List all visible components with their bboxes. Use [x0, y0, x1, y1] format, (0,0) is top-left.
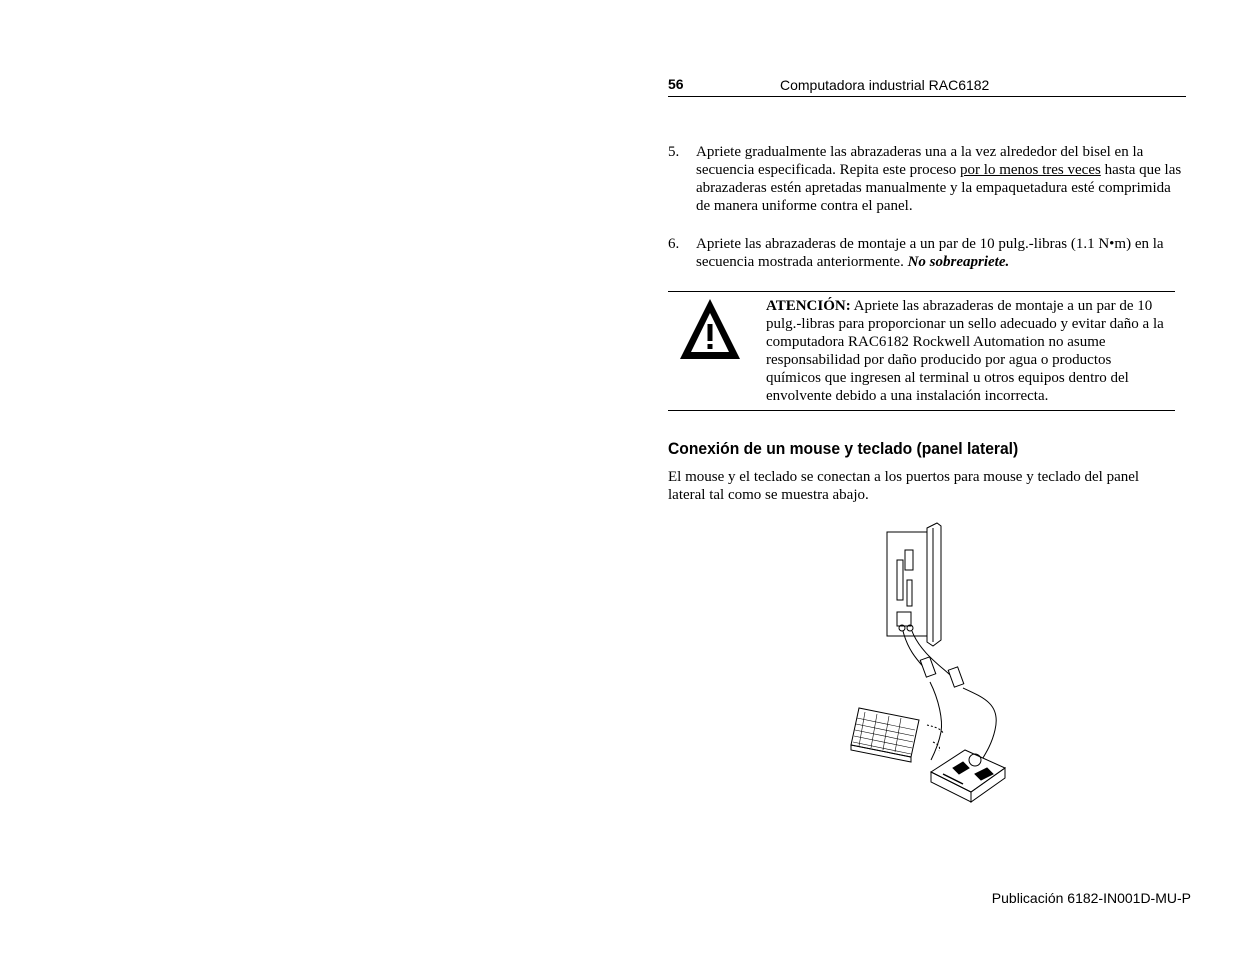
- attention-body: Apriete las abrazaderas de montaje a un par de 10 pulg.-libras para proporcionar un sello adecuado y evitar daño a la computadora RAC6182 Rockwell Automation no asume responsabilidad por daño producido por agua o productos químicos que ingresen al terminal u otros equipos dentro del envolvente debido a una instalación incorrecta.: [766, 298, 1164, 404]
- attention-label: ATENCIÓN:: [766, 298, 851, 314]
- step-emphasis: No sobreapriete.: [907, 254, 1010, 270]
- mouse-keyboard-connection-illustration: [845, 520, 1045, 805]
- step-text-part: Apriete las abrazaderas de montaje a un par de 10 pulg.-libras (1.1 N•m) en la secuencia mostrada anteriormente.: [696, 236, 1164, 270]
- step-text-part: Apriete gradualmente las abrazaderas una a la vez alrededor del bisel en la secuencia especificada. Repita este proceso: [696, 144, 1144, 178]
- step-text: [696, 235, 1186, 271]
- step-underlined-text: por lo menos tres veces: [960, 162, 1101, 178]
- page-number: 56: [668, 76, 684, 92]
- section-heading: Conexión de un mouse y teclado (panel lateral): [668, 439, 1019, 458]
- page-header: [668, 76, 1186, 97]
- step-number: 6.: [668, 236, 680, 252]
- running-title: Computadora industrial RAC6182: [780, 77, 990, 93]
- attention-box: [668, 291, 1175, 411]
- attention-text: [766, 297, 1166, 405]
- step-number: 5.: [668, 144, 680, 160]
- warning-triangle-icon: [678, 297, 742, 361]
- publication-number: Publicación 6182-IN001D-MU-P: [991, 890, 1191, 906]
- section-paragraph: El mouse y el teclado se conectan a los puertos para mouse y teclado del panel lateral tal como se muestra abajo.: [668, 469, 1140, 503]
- step-text-part: hasta que las abrazaderas estén apretadas manualmente y la empaquetadura esté comprimida de manera uniforme contra el panel.: [696, 162, 1182, 214]
- step-text: [696, 143, 1186, 215]
